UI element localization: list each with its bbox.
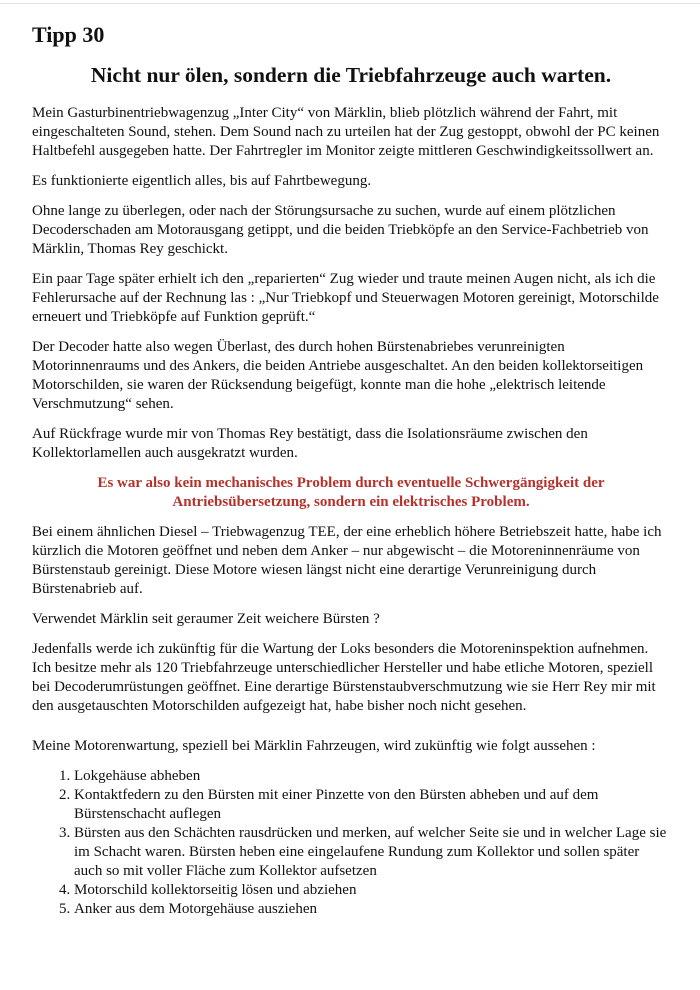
highlight-statement: Es war also kein mechanisches Problem durch eventuelle Schwergängigkeit der Antriebsübersetzung, sondern ein elektrisches Problem. [97,475,605,510]
maintenance-steps-list [32,767,670,919]
list-item: 2. Kontaktfedern zu den Bürsten mit einer Pinzette von den Bürsten abheben und auf dem Bürstenschacht auflegen [74,786,670,824]
paragraph: Ein paar Tage später erhielt ich den „reparierten“ Zug wieder und traute meinen Augen nicht, als ich die Fehlerursache auf der Rechnung las : „Nur Triebkopf und Steuerwagen Motoren gereinigt, Motorschilde erneuert und Triebköpfe auf Funktion geprüft.“ [32,271,659,325]
spacer [32,727,670,737]
paragraph: Jedenfalls werde ich zukünftig für die Wartung der Loks besonders die Motoreninspektion aufnehmen. Ich besitze mehr als 120 Triebfahrzeuge unterschiedlicher Hersteller und habe etliche Motoren, speziell bei Decoderumrüstungen geöffnet. Eine derartige Bürstenstaubverschmutzung wie sie Herr Rey mir mit den ausgetauschten Motorschilden aufgezeigt hat, habe bisher noch nicht gesehen. [32,641,656,714]
page-title: Nicht nur ölen, sondern die Triebfahrzeuge auch warten. [90,63,612,87]
paragraph: Der Decoder hatte also wegen Überlast, des durch hohen Bürstenabriebes verunreinigten Motorinnenraums und des Ankers, die beiden Antriebe ausgeschaltet. An den beiden kollektorseitigen Motorschilden, sie waren der Rücksendung beigefügt, konnte man die hohe „elektrisch leitende Verschmutzung“ sehen. [32,339,644,412]
tip-number: Tipp 30 [32,22,105,47]
list-item: 3. Bürsten aus den Schächten rausdrücken und merken, auf welcher Seite sie und in welcher Lage sie im Schacht waren. Bürsten heben eine eingelaufene Rundung zum Kollektor und sollen später auch so mit voller Fläche zum Kollektor aufsetzen [74,824,670,881]
paragraph: Meine Motorenwartung, speziell bei Märklin Fahrzeugen, wird zukünftig wie folgt aussehen : [32,738,596,754]
paragraph: Es funktionierte eigentlich alles, bis auf Fahrtbewegung. [32,173,372,189]
paragraph: Verwendet Märklin seit geraumer Zeit weichere Bürsten ? [32,611,380,627]
list-item: 5. Anker aus dem Motorgehäuse ausziehen [74,900,670,919]
paragraph: Bei einem ähnlichen Diesel – Triebwagenzug TEE, der eine erheblich höhere Betriebszeit hatte, habe ich kürzlich die Motoren geöffnet und neben dem Anker – nur abgewischt – die Motoreninnenräume von Bürstenstaub gereinigt. Diese Motore wiesen längst nicht eine derartige Verunreinigung durch Bürstenabrieb auf. [32,524,662,597]
paragraph: Ohne lange zu überlegen, oder nach der Störungsursache zu suchen, wurde auf einem plötzlichen Decoderschaden am Motorausgang getippt, und die beiden Triebköpfe an den Service-Fachbetrieb von Märklin, Thomas Rey geschickt. [32,203,649,257]
paragraph: Auf Rückfrage wurde mir von Thomas Rey bestätigt, dass die Isolationsräume zwischen den Kollektorlamellen auch ausgekratzt wurden. [32,426,588,461]
page-edge-line [0,3,700,4]
list-item: 4. Motorschild kollektorseitig lösen und abziehen [74,881,670,900]
list-item: 1. Lokgehäuse abheben [74,767,670,786]
paragraph: Mein Gasturbinentriebwagenzug „Inter City“ von Märklin, blieb plötzlich während der Fahrt, mit eingeschalteten Sound, stehen. Dem Sound nach zu urteilen hat der Zug gestoppt, obwohl der PC keinen Haltbefehl ausgegeben hatte. Der Fahrtregler im Monitor zeigte mittleren Geschwindigkeitssollwert an. [32,105,660,159]
